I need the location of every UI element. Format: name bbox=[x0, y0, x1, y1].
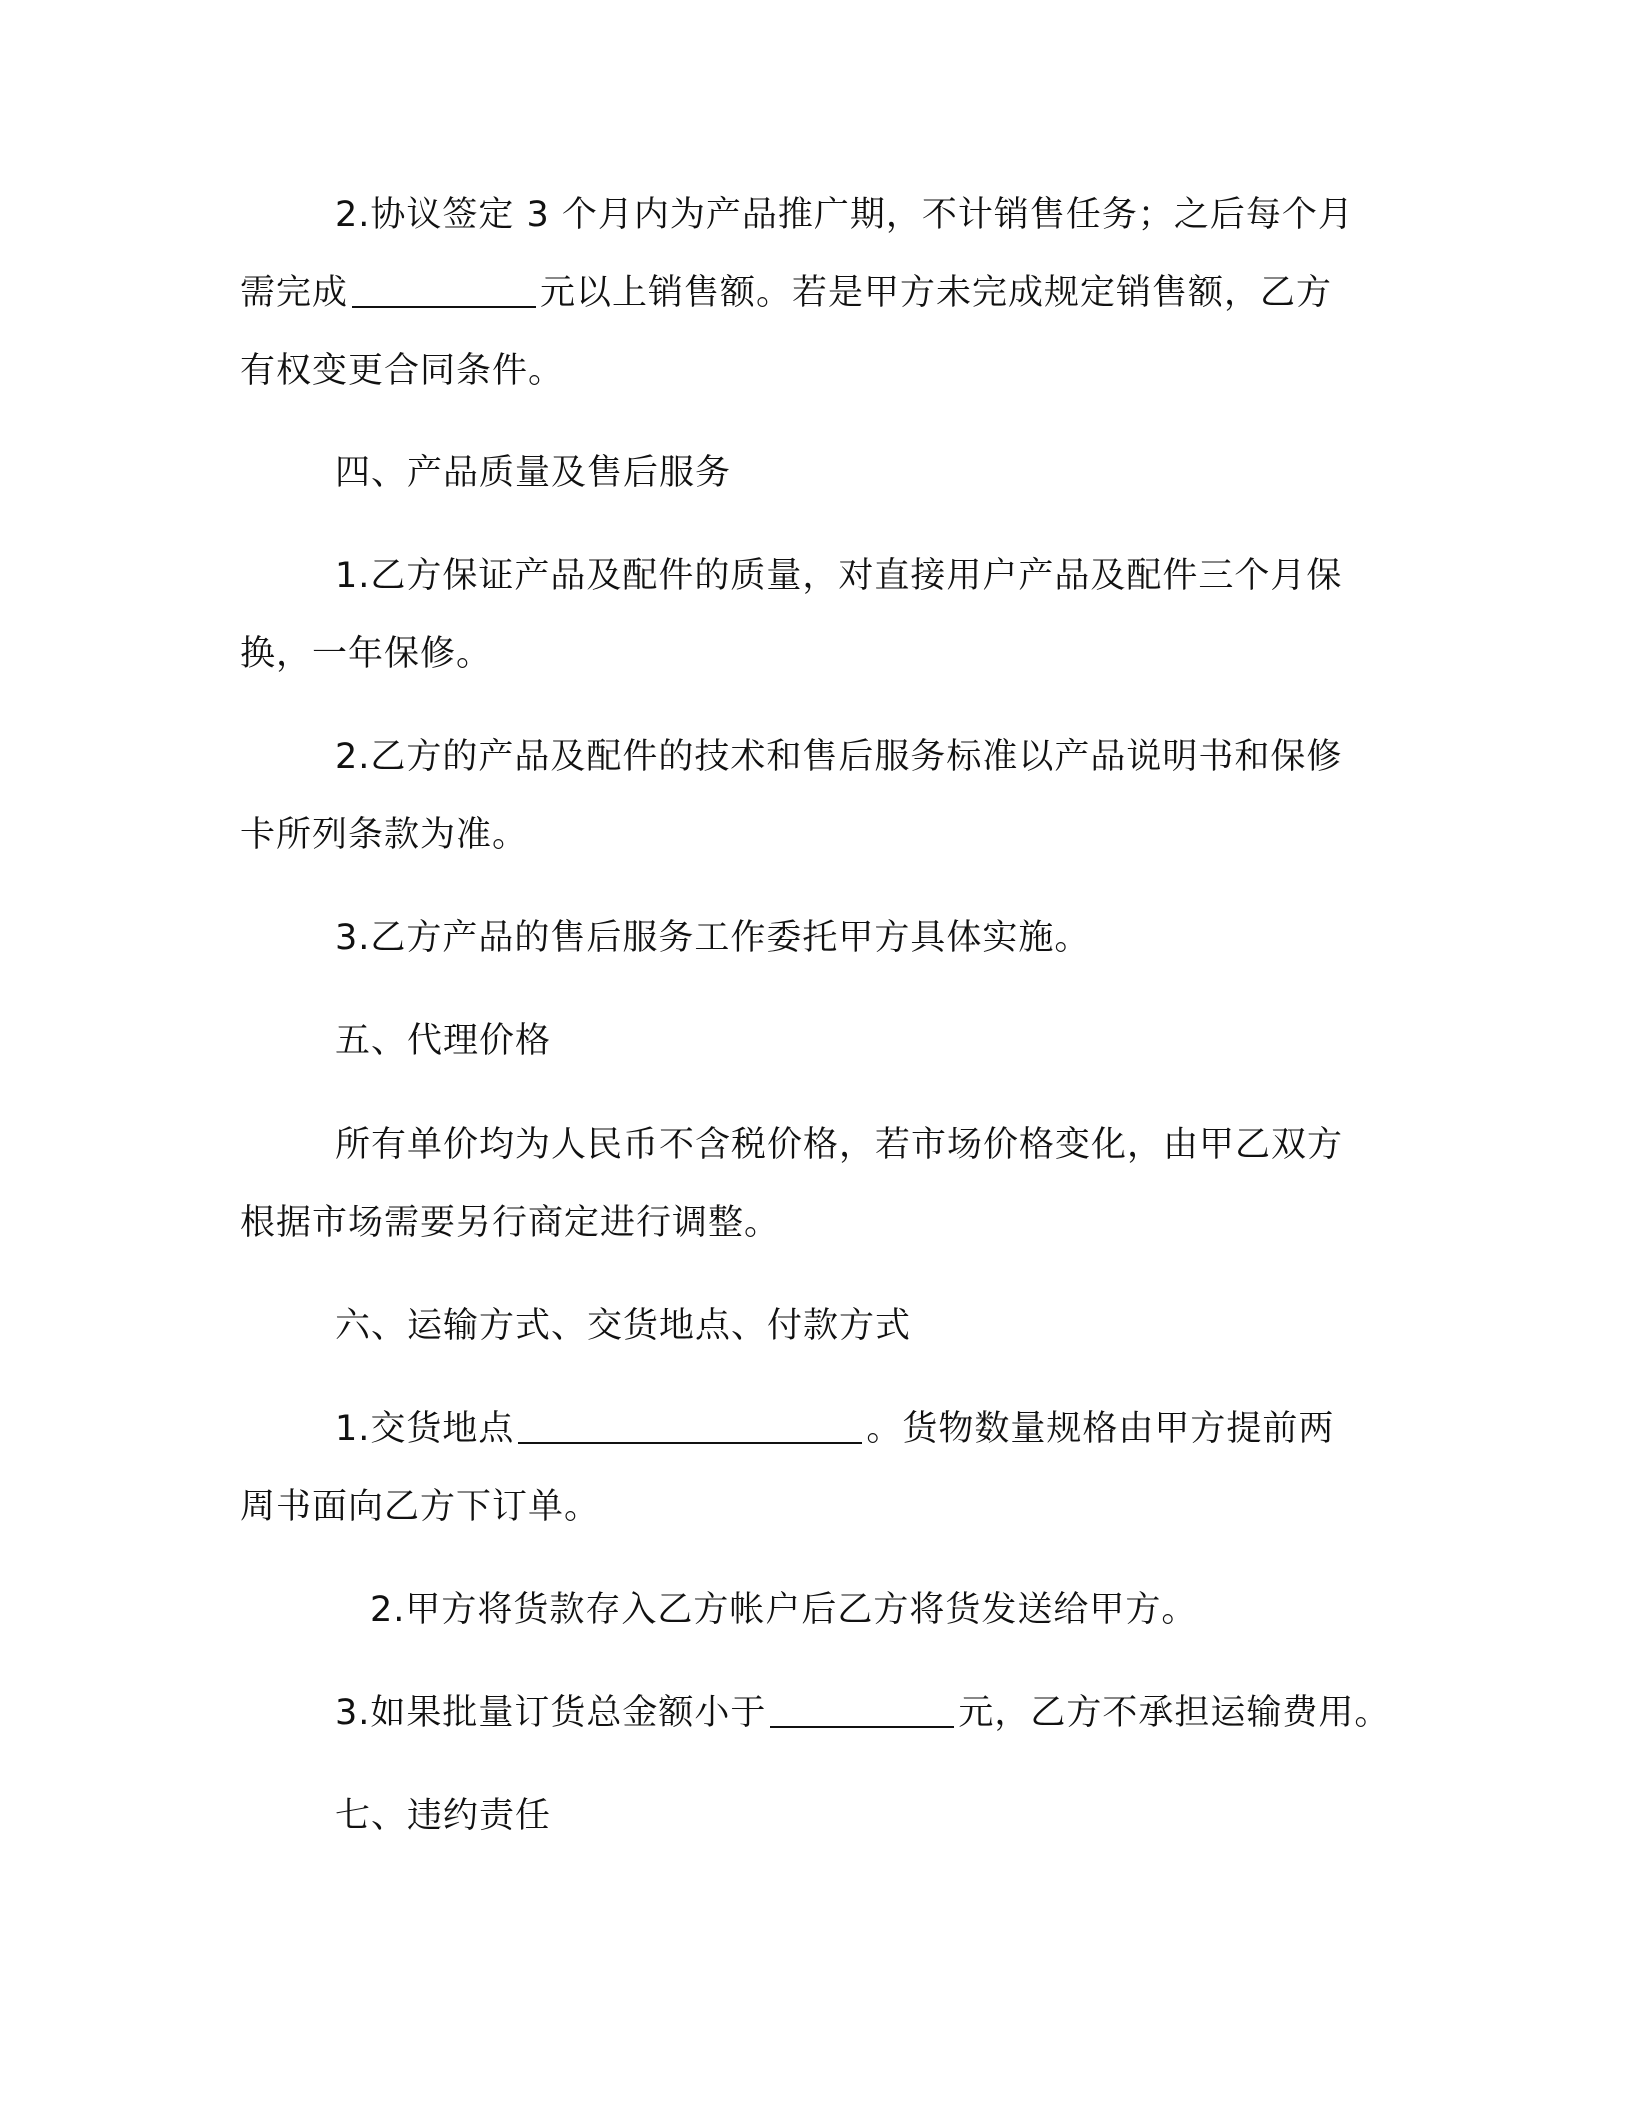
fill-in-blank bbox=[352, 272, 536, 308]
text-fragment: 需完成 bbox=[240, 273, 349, 313]
heading-text: 五、代理价格 bbox=[335, 1021, 552, 1061]
text-line: 1.乙方保证产品及配件的质量，对直接用户产品及配件三个月保 bbox=[335, 556, 1343, 596]
text-line: 周书面向乙方下订单。 bbox=[240, 1487, 601, 1527]
heading-text: 四、产品质量及售后服务 bbox=[335, 453, 732, 493]
text-line: 根据市场需要另行商定进行调整。 bbox=[240, 1203, 781, 1243]
text-line bbox=[240, 1674, 1400, 1752]
text-line: 所有单价均为人民币不含税价格，若市场价格变化，由甲乙双方 bbox=[335, 1125, 1344, 1165]
paragraph-pricing bbox=[240, 1106, 1400, 1262]
text-line: 有权变更合同条件。 bbox=[240, 351, 565, 391]
text-line: 卡所列条款为准。 bbox=[240, 815, 529, 855]
paragraph-service-delegation bbox=[240, 899, 1400, 977]
text-line bbox=[240, 254, 1400, 332]
text-fragment: 3.如果批量订货总金额小于 bbox=[335, 1693, 767, 1733]
paragraph-shipping-cost bbox=[240, 1674, 1400, 1752]
text-fragment: 元以上销售额。若是甲方未完成规定销售额，乙方 bbox=[540, 273, 1333, 313]
text-fragment: 1.交货地点 bbox=[335, 1409, 515, 1449]
section-heading-7 bbox=[240, 1777, 1400, 1855]
section-heading-4 bbox=[240, 434, 1400, 512]
paragraph-delivery-location bbox=[240, 1390, 1400, 1546]
text-line: 3.乙方产品的售后服务工作委托甲方具体实施。 bbox=[335, 918, 1091, 958]
text-line: 2.乙方的产品及配件的技术和售后服务标准以产品说明书和保修 bbox=[335, 737, 1343, 777]
heading-text: 七、违约责任 bbox=[335, 1796, 552, 1836]
text-line bbox=[240, 1390, 1400, 1468]
paragraph-quality-guarantee bbox=[240, 537, 1400, 693]
paragraph-payment bbox=[240, 1571, 1400, 1649]
text-line: 换，一年保修。 bbox=[240, 634, 493, 674]
text-line: 2.甲方将货款存入乙方帐户后乙方将货发送给甲方。 bbox=[370, 1590, 1198, 1630]
section-heading-5 bbox=[240, 1002, 1400, 1080]
fill-in-blank bbox=[770, 1692, 954, 1728]
fill-in-blank bbox=[518, 1408, 862, 1444]
paragraph-service-standard bbox=[240, 718, 1400, 874]
text-fragment: 元，乙方不承担运输费用。 bbox=[958, 1693, 1391, 1733]
text-line: 2.协议签定 3 个月内为产品推广期，不计销售任务；之后每个月 bbox=[335, 195, 1354, 235]
paragraph-sales-task bbox=[240, 176, 1400, 410]
section-heading-6 bbox=[240, 1287, 1400, 1365]
text-fragment: 。货物数量规格由甲方提前两 bbox=[866, 1409, 1335, 1449]
heading-text: 六、运输方式、交货地点、付款方式 bbox=[335, 1306, 912, 1346]
